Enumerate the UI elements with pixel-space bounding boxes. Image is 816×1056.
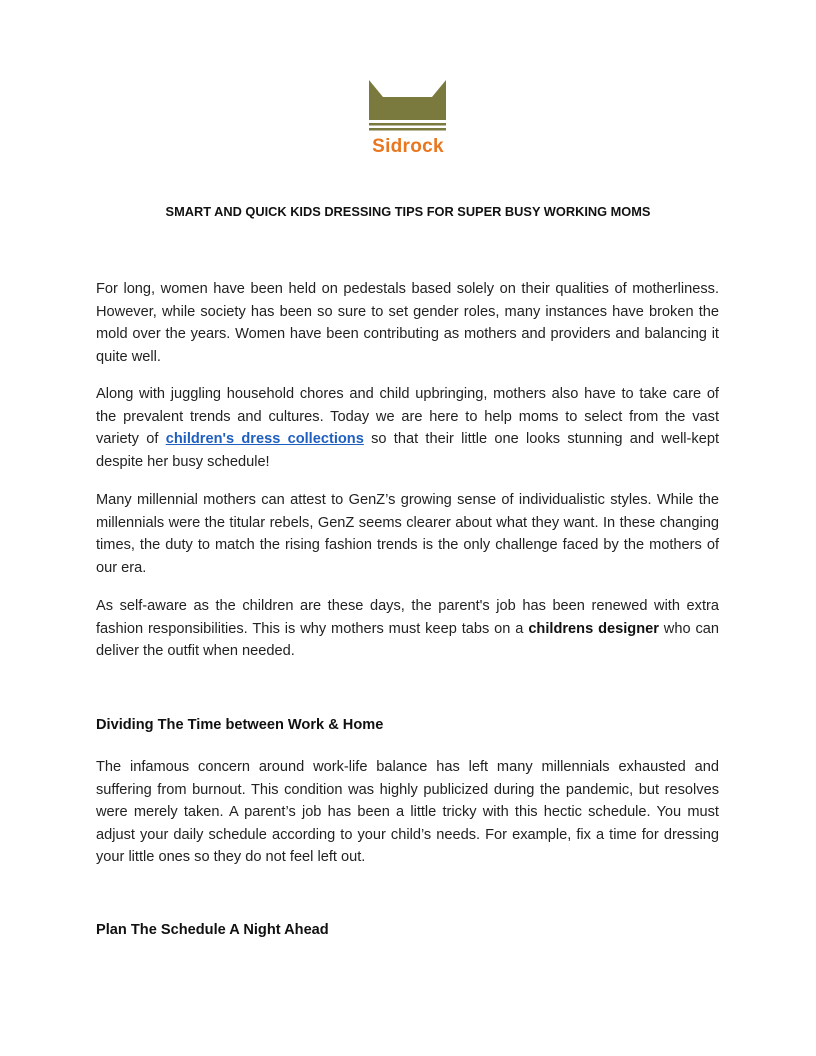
page-title: SMART AND QUICK KIDS DRESSING TIPS FOR SUPER BUSY WORKING MOMS [165, 204, 651, 219]
cat-ears-icon [368, 80, 448, 132]
paragraph-designer [96, 595, 719, 663]
paragraph-designer-text-end: who can deliver the outfit when needed. [96, 620, 719, 660]
logo-stripe-1 [369, 123, 446, 126]
paragraph-trends-text-end: so that their little one looks stunning and well-kept despite her busy schedule! [96, 431, 719, 470]
paragraph-work-life: The infamous concern around work-life balance has left many millennials exhausted and suffering from burnout. This condition was highly publicized during the pandemic, but resolves were merely taken. A parent’s job has been a little tricky with this hectic schedule. You must adjust your daily schedule according to your child’s needs. For example, fix a time for dressing your little ones so they do not feel left out. [96, 759, 719, 866]
childrens-dress-collections-link[interactable]: children's dress collections [165, 431, 364, 448]
paragraph-designer-text-start: As self-aware as the children are these days, the parent's job has been renewed with extra fashion responsibilities. This is why mothers must keep tabs on a [96, 598, 719, 637]
brand-name: Sidrock [372, 136, 444, 157]
brand-logo [368, 80, 448, 160]
section-heading-work-home: Dividing The Time between Work & Home [96, 717, 384, 733]
paragraph-trends [96, 383, 719, 473]
paragraph-genz: Many millennial mothers can attest to GenZ’s growing sense of individualistic styles. While the millennials were the titular rebels, GenZ seems clearer about what they want. In these changing times, the duty to match the rising fashion trends is the only challenge faced by the mothers of our era. [96, 492, 719, 576]
section-heading-plan-schedule: Plan The Schedule A Night Ahead [96, 922, 329, 938]
paragraph-intro: For long, women have been held on pedestals based solely on their qualities of motherliness. However, while society has been so sure to set gender roles, many instances have broken the mold over the years. Women have been contributing as mothers and providers and balancing it quite well. [96, 281, 719, 365]
logo-ears-shape [369, 80, 446, 120]
logo-stripe-2 [369, 128, 446, 131]
paragraph-trends-text-start: Along with juggling household chores and child upbringing, mothers also have to take care of the prevalent trends and cultures. Today we are here to help moms to select from the vast variety of [96, 386, 719, 448]
childrens-designer-emphasis: childrens designer [528, 620, 659, 637]
